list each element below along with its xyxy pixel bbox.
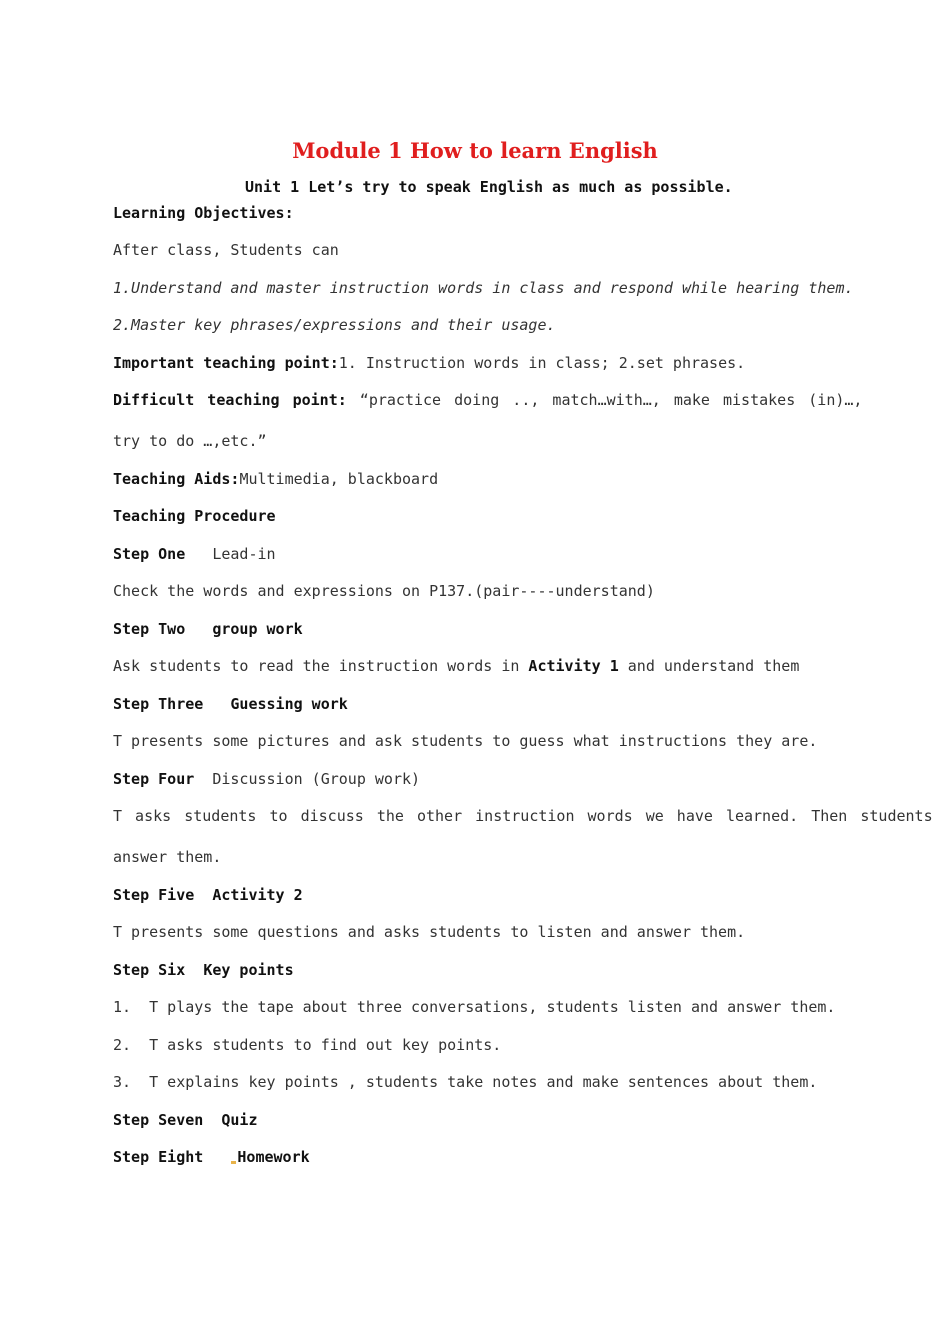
list-item: 1. T plays the tape about three conversations, students listen and answer them. <box>113 998 836 1016</box>
step-title: Discussion (Group work) <box>212 770 421 788</box>
teaching-aids-line <box>113 469 438 489</box>
page-title: Module 1 How to learn English <box>292 138 658 163</box>
step-label: Step Eight <box>113 1148 204 1166</box>
list-item: 2. T asks students to find out key points. <box>113 1036 502 1054</box>
list-item: 3. T explains key points , students take notes and make sentences about them. <box>113 1073 818 1091</box>
step-title: Homework <box>237 1148 310 1166</box>
step-text-cont: answer them. <box>113 848 222 866</box>
difficult-point-text: “practice doing .., match…with…, make mistakes (in)…, <box>346 391 863 409</box>
step-label: Step Two <box>113 620 186 638</box>
step-label: Step Three <box>113 695 204 713</box>
step-heading <box>113 960 294 980</box>
teaching-aids-text: Multimedia, blackboard <box>239 470 439 488</box>
step-label: Step Four <box>113 770 195 788</box>
step-title: Guessing work <box>230 695 348 713</box>
highlight-mark <box>231 1161 236 1164</box>
step-text-part: and understand them <box>618 657 800 675</box>
step-heading <box>113 544 276 564</box>
step-heading <box>113 1147 310 1167</box>
step-heading <box>113 1110 258 1130</box>
objective-2: 2.Master key phrases/expressions and their usage. <box>113 316 556 334</box>
important-point-line <box>113 353 745 373</box>
step-title: Activity 2 <box>212 886 303 904</box>
activity-reference: Activity 1 <box>528 657 619 675</box>
step-heading <box>113 694 348 714</box>
step-text: T asks students to discuss the other instruction words we have learned. Then students <box>113 807 933 825</box>
step-text: T presents some questions and asks students to listen and answer them. <box>113 923 746 941</box>
step-label: Step Six <box>113 961 186 979</box>
step-text <box>113 656 799 676</box>
important-point-label: Important teaching point: <box>113 354 339 372</box>
teaching-procedure-heading: Teaching Procedure <box>113 507 276 525</box>
step-label: Step Five <box>113 886 195 904</box>
step-label: Step Seven <box>113 1111 204 1129</box>
difficult-point-line <box>113 390 862 410</box>
step-title: Key points <box>203 961 294 979</box>
step-text: Check the words and expressions on P137.(pair----understand) <box>113 582 655 600</box>
step-title: group work <box>212 620 303 638</box>
step-heading <box>113 769 420 789</box>
step-text-part: Ask students to read the instruction words in <box>113 657 529 675</box>
step-title: Lead-in <box>212 545 276 563</box>
step-heading <box>113 885 303 905</box>
teaching-aids-label: Teaching Aids: <box>113 470 240 488</box>
step-title: Quiz <box>221 1111 258 1129</box>
step-heading <box>113 619 303 639</box>
learning-objectives-heading: Learning Objectives: <box>113 204 294 222</box>
objective-1: 1.Understand and master instruction words in class and respond while hearing them. <box>113 279 854 297</box>
unit-subtitle: Unit 1 Let’s try to speak English as much as possible. <box>245 178 733 196</box>
step-text: T presents some pictures and ask students to guess what instructions they are. <box>113 732 818 750</box>
after-class-text: After class, Students can <box>113 241 339 259</box>
difficult-point-text-cont: try to do …,etc.” <box>113 432 267 450</box>
difficult-point-label: Difficult teaching point: <box>113 391 347 409</box>
important-point-text: 1. Instruction words in class; 2.set phrases. <box>338 354 746 372</box>
step-label: Step One <box>113 545 186 563</box>
